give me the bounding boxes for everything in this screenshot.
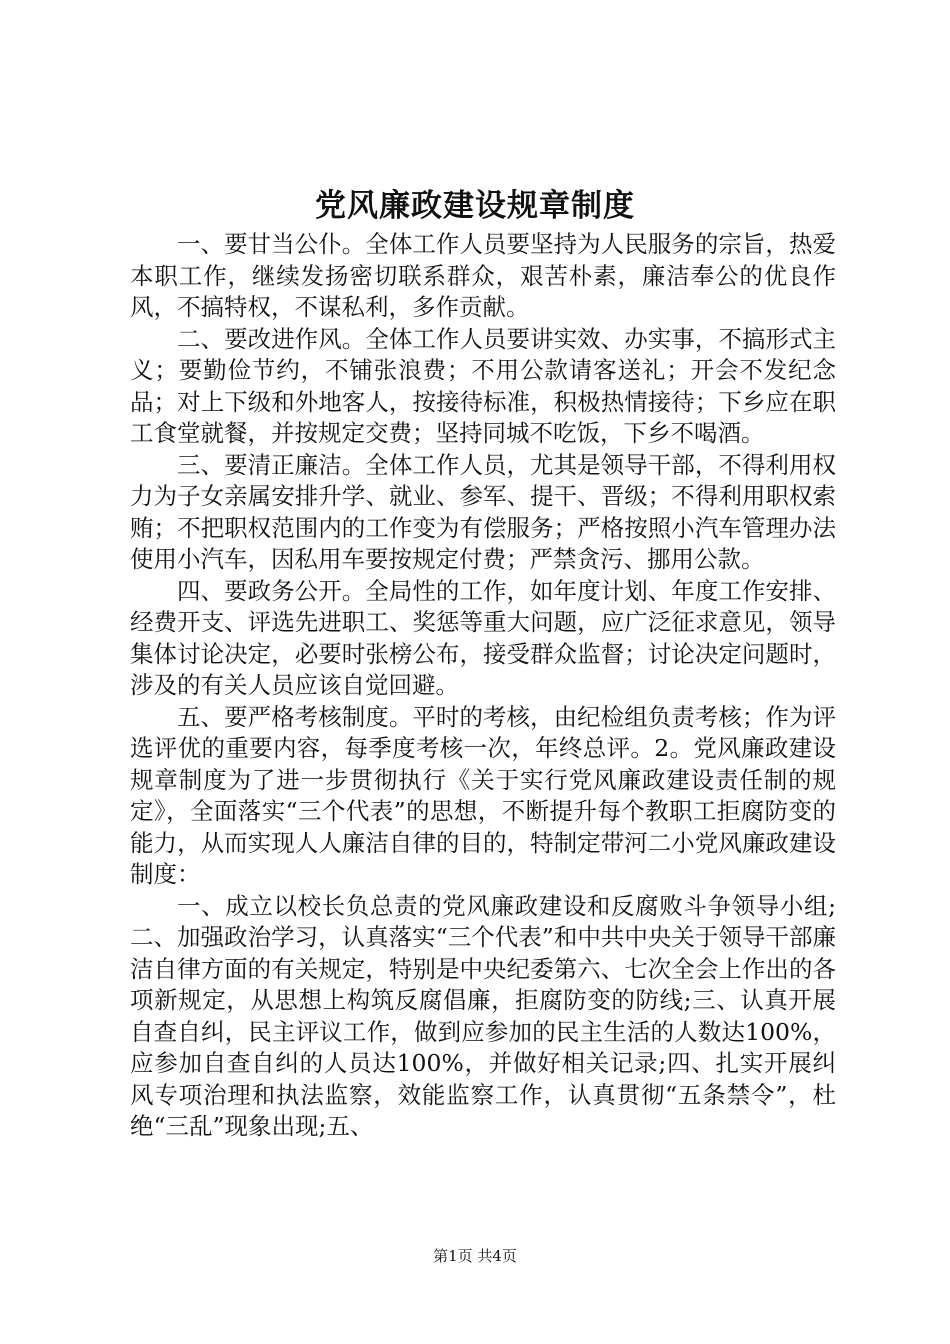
paragraph-2: 二、要改进作风。全体工作人员要讲实效、办实事，不搞形式主义；要勤俭节约，不铺张浪费；不用公款请客送礼；开会不发纪念品；对上下级和外地客人，按接待标准，积极热情接待；下乡应在职工食堂就餐，并按规定交费；坚持同城不吃饭，下乡不喝酒。: [130, 324, 836, 447]
paragraph-3: 三、要清正廉洁。全体工作人员，尤其是领导干部，不得利用权力为子女亲属安排升学、就业、参军、提干、晋级；不得利用职权索贿；不把职权范围内的工作变为有偿服务；严格按照小汽车管理办法使用小汽车，因私用车要按规定付费；严禁贪污、挪用公款。: [130, 450, 836, 573]
paragraph-4: 四、要政务公开。全局性的工作，如年度计划、年度工作安排、经费开支、评选先进职工、奖惩等重大问题，应广泛征求意见，领导集体讨论决定，必要时张榜公布，接受群众监督；讨论决定问题时，涉及的有关人员应该自觉回避。: [130, 576, 836, 699]
page-number-footer: 第1页 共4页: [433, 1247, 517, 1265]
document-title: 党风廉政建设规章制度: [315, 188, 635, 224]
paragraph-1: 一、要甘当公仆。全体工作人员要坚持为人民服务的宗旨，热爱本职工作，继续发扬密切联系群众，艰苦朴素，廉洁奉公的优良作风，不搞特权，不谋私利，多作贡献。: [130, 230, 836, 321]
paragraph-6: 一、成立以校长负总责的党风廉政建设和反腐败斗争领导小组;二、加强政治学习，认真落实“三个代表”和中共中央关于领导干部廉洁自律方面的有关规定，特别是中央纪委第六、七次全会上作出的各项新规定，从思想上构筑反腐倡廉，拒腐防变的防线;三、认真开展自查自纠，民主评议工作，做到应参加的民主生活的人数达100%，应参加自查自纠的人员达100%，并做好相关记录;四、扎实开展纠风专项治理和执法监察，效能监察工作，认真贯彻“五条禁令”，杜绝“三乱”现象出现;五、: [130, 891, 836, 1140]
paragraph-5: 五、要严格考核制度。平时的考核，由纪检组负责考核；作为评选评优的重要内容，每季度考核一次，年终总评。2。党风廉政建设规章制度为了进一步贯彻执行《关于实行党风廉政建设责任制的规定》，全面落实“三个代表”的思想，不断提升每个教职工拒腐防变的能力，从而实现人人廉洁自律的目的，特制定带河二小党风廉政建设制度：: [130, 702, 836, 888]
document-body: [130, 229, 836, 1143]
